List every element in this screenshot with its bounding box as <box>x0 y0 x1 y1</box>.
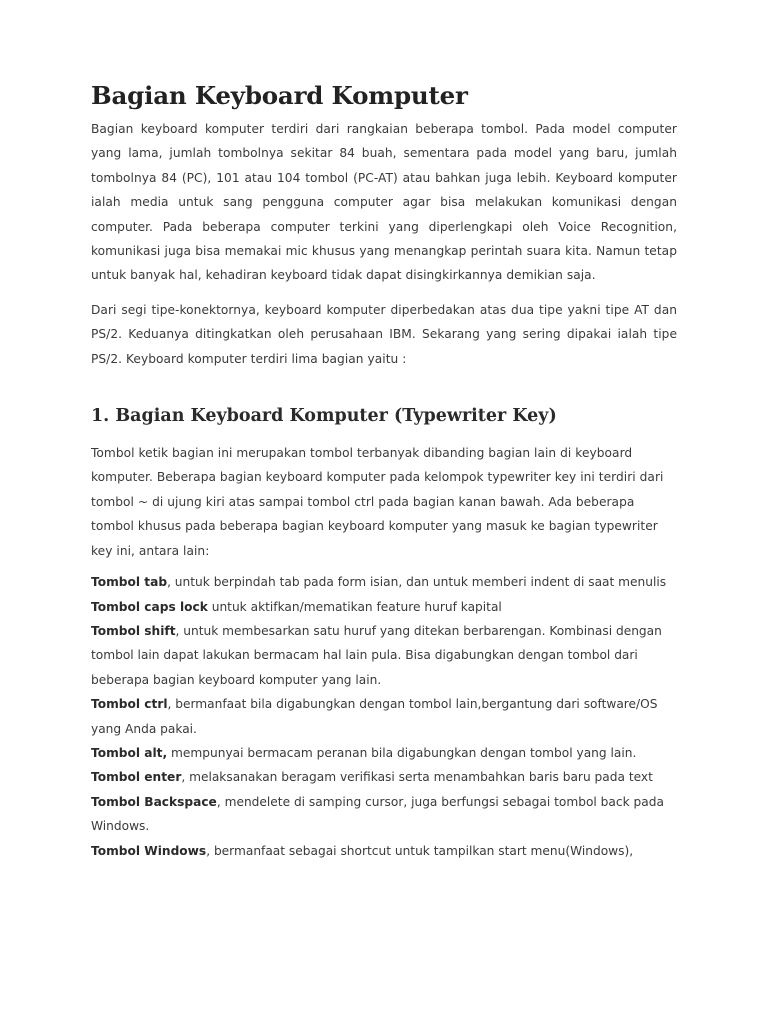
section-heading-typewriter-key: 1. Bagian Keyboard Komputer (Typewriter Key) <box>91 406 557 427</box>
key-description: , bermanfaat bila digabungkan dengan tombol lain,bergantung dari software/OS yang Anda pakai. <box>91 697 658 736</box>
intro-paragraph-1: Bagian keyboard komputer terdiri dari rangkaian beberapa tombol. Pada model computer yang lama, jumlah tombolnya sekitar 84 buah, sementara pada model yang baru, jumlah tombolnya 84 (PC), 101 atau 104 tombol (PC-AT) atau bahkan juga lebih. Keyboard komputer ialah media untuk sang pengguna computer agar bisa melakukan komunikasi dengan computer. Pada beberapa computer terkini yang diperlengkapi oleh Voice Recognition, komunikasi juga bisa memakai mic khusus yang menangkap perintah suara kita. Namun tetap untuk banyak hal, kehadiran keyboard tidak dapat disingkirkannya demikian saja. <box>91 122 677 283</box>
key-name: Tombol Backspace <box>91 794 217 809</box>
list-item <box>91 741 677 765</box>
list-item <box>91 765 677 789</box>
page-title: Bagian Keyboard Komputer <box>91 81 468 110</box>
list-item <box>91 595 677 619</box>
key-name: Tombol enter <box>91 770 182 785</box>
key-description: , mendelete di samping cursor, juga berfungsi sebagai tombol back pada Windows. <box>91 794 664 834</box>
key-description: , melaksanakan beragam verifikasi serta menambahkan baris baru pada text <box>181 770 653 785</box>
intro-paragraph-2: Dari segi tipe-konektornya, keyboard komputer diperbedakan atas dua tipe yakni tipe AT dan PS/2. Keduanya ditingkatkan oleh perusahaan IBM. Sekarang yang sering dipakai ialah tipe PS/2. Keyboard komputer terdiri lima bagian yaitu : <box>91 302 677 366</box>
key-name: Tombol alt, <box>91 745 168 760</box>
list-item <box>91 619 677 692</box>
list-item <box>91 570 677 594</box>
key-name: Tombol tab <box>91 575 168 590</box>
key-description: , untuk membesarkan satu huruf yang ditekan berbarengan. Kombinasi dengan tombol lain dapat lakukan bermacam hal lain pula. Bisa digabungkan dengan tombol dari beberapa bagian keyboard komputer yang lain. <box>91 623 662 687</box>
key-list <box>91 570 677 863</box>
section-paragraph: Tombol ketik bagian ini merupakan tombol terbanyak dibanding bagian lain di keyboard komputer. Beberapa bagian keyboard komputer pada kelompok typewriter key ini terdiri dari tombol ~ di ujung kiri atas sampai tombol ctrl pada bagian kanan bawah. Ada beberapa tombol khusus pada beberapa bagian keyboard komputer yang masuk ke bagian typewriter key ini, antara lain: <box>91 446 664 558</box>
list-item <box>91 790 677 839</box>
key-description: , bermanfaat sebagai shortcut untuk tampilkan start menu(Windows), <box>206 843 634 858</box>
key-description: mempunyai bermacam peranan bila digabungkan dengan tombol yang lain. <box>167 745 637 760</box>
key-description: untuk aktifkan/mematikan feature huruf kapital <box>207 599 502 614</box>
key-name: Tombol Windows <box>91 843 207 858</box>
list-item <box>91 839 677 863</box>
key-name: Tombol ctrl <box>91 697 168 712</box>
key-name: Tombol shift <box>91 623 176 638</box>
document-page <box>91 80 677 863</box>
list-item <box>91 692 677 741</box>
key-description: , untuk berpindah tab pada form isian, dan untuk memberi indent di saat menulis <box>167 575 667 590</box>
key-name: Tombol caps lock <box>91 599 208 614</box>
